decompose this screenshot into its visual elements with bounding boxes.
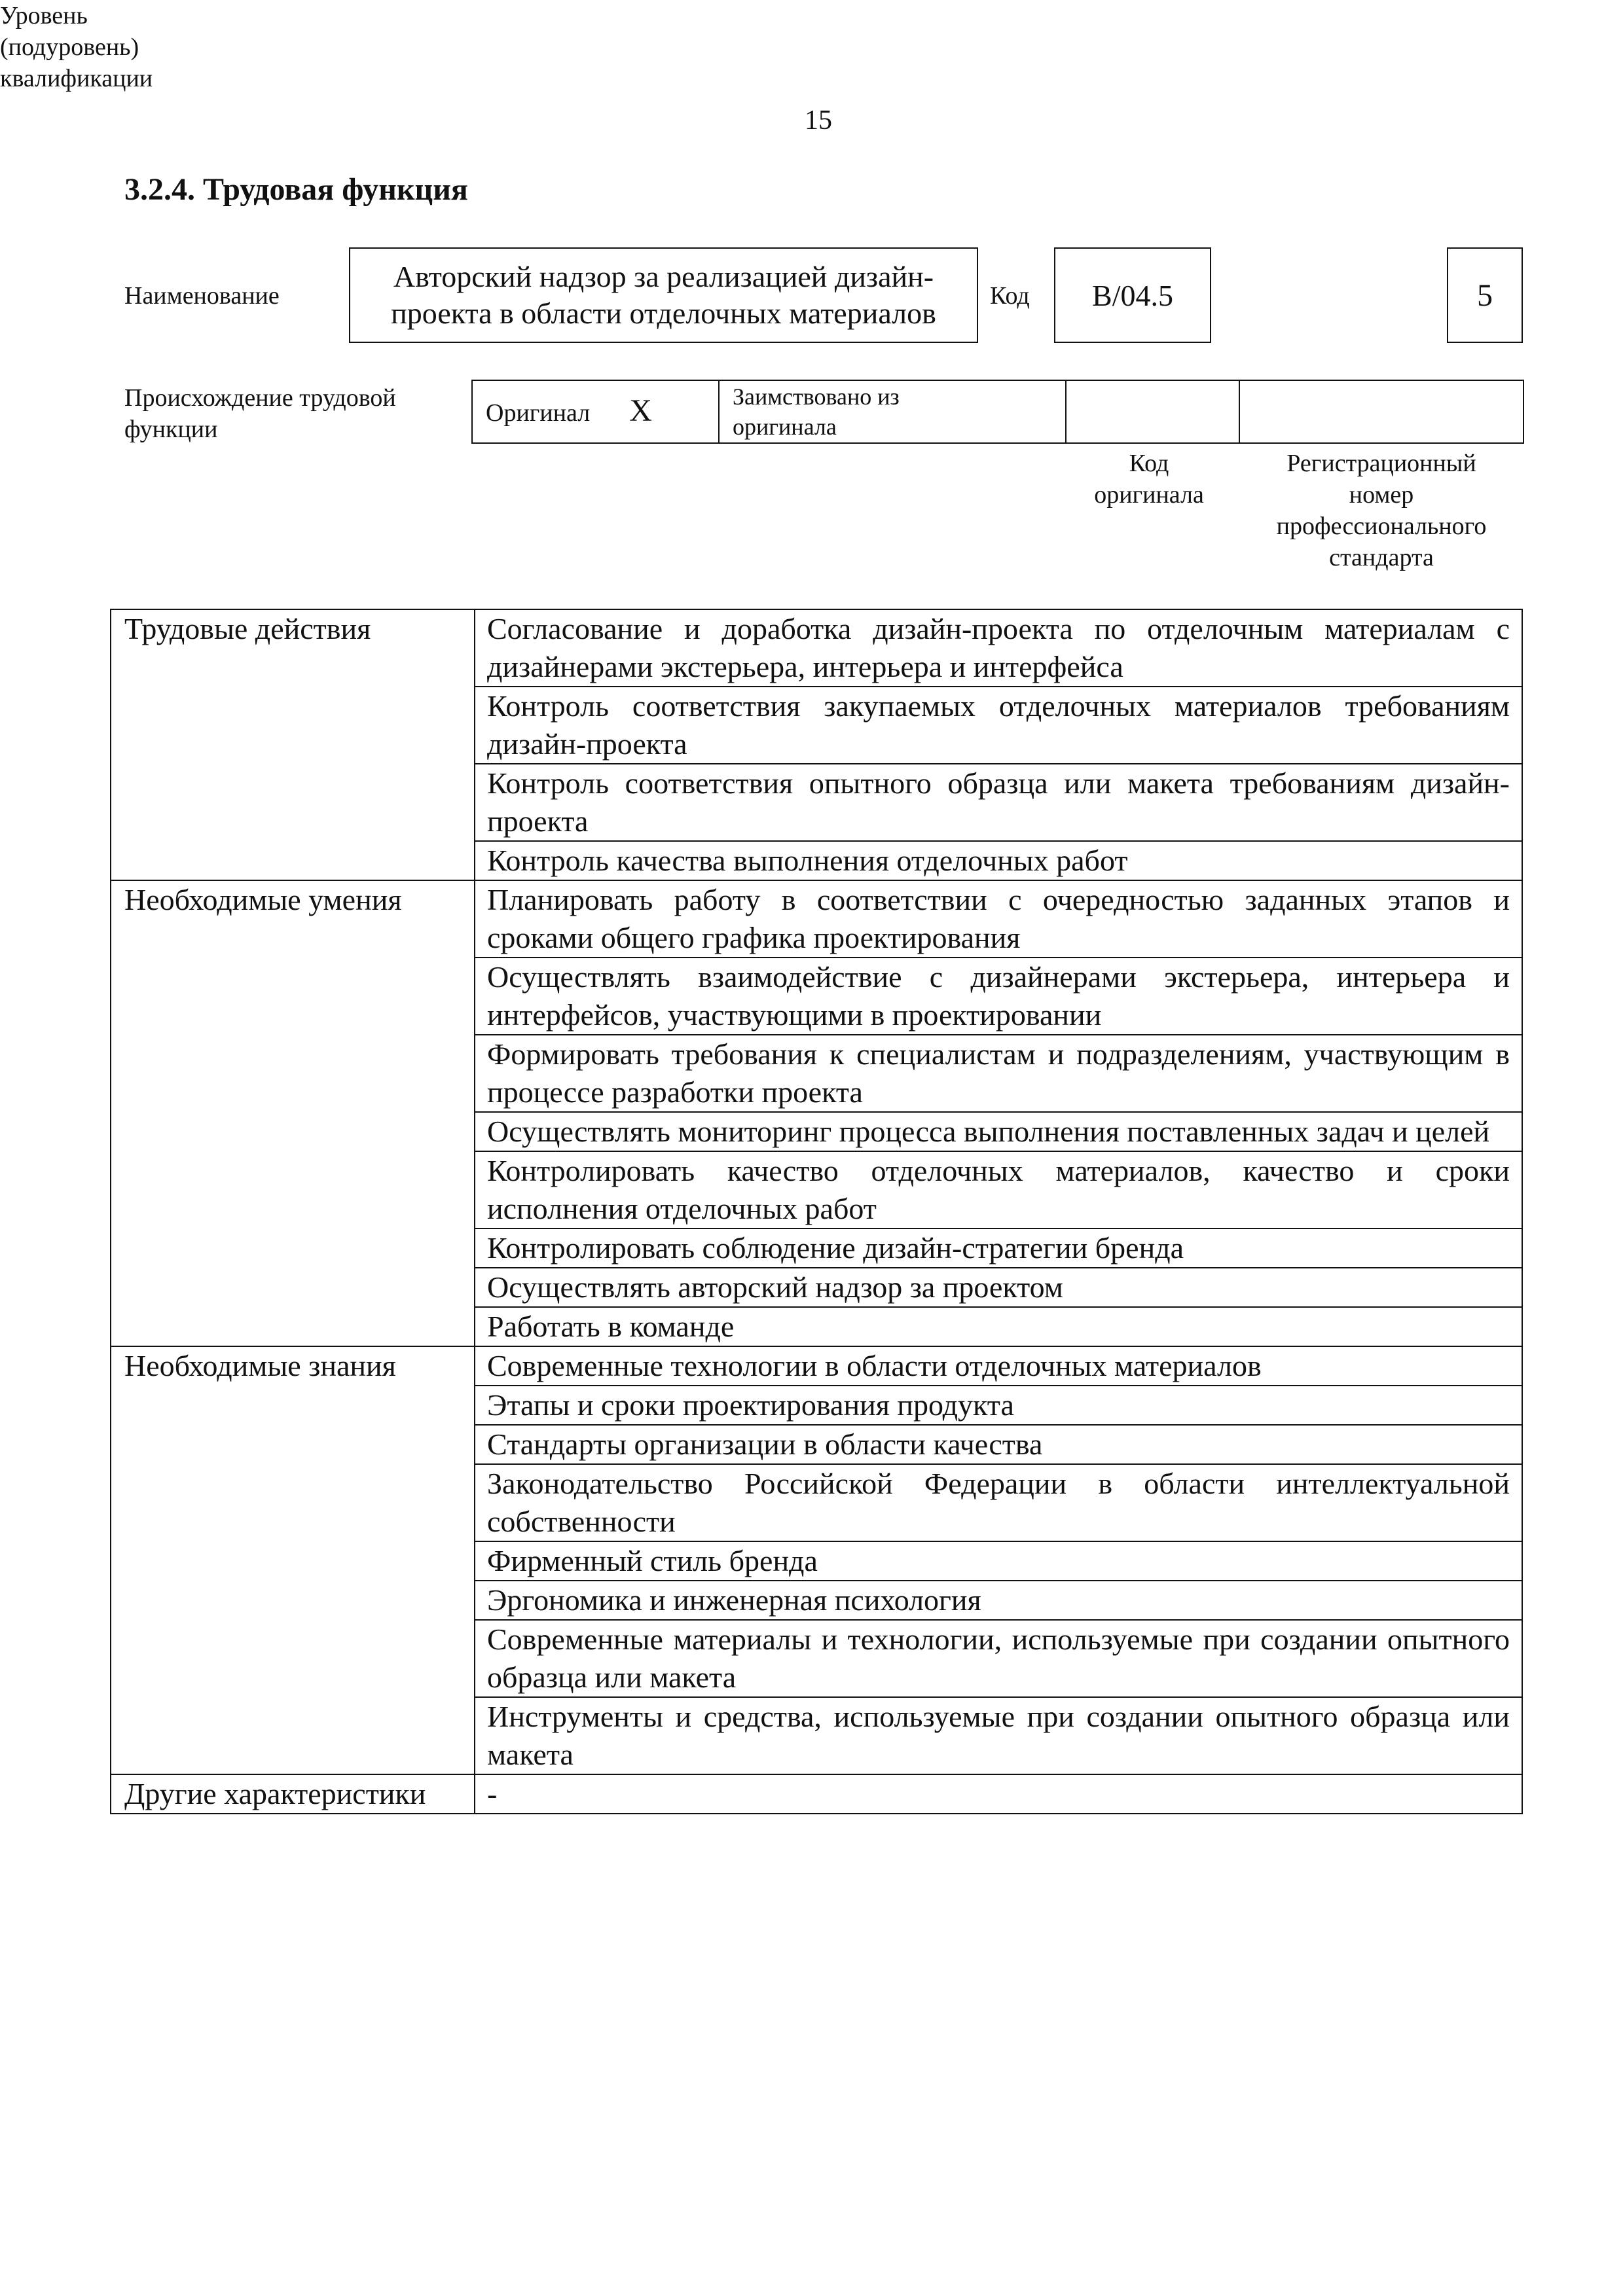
item-cell: Осуществлять авторский надзор за проектом <box>475 1268 1522 1307</box>
item-cell: Планировать работу в соответствии с очередностью заданных этапов и сроками общего графика проектирования <box>475 880 1522 958</box>
category-cell: Другие характеристики <box>111 1774 475 1814</box>
origin-table <box>471 380 1524 444</box>
item-cell: Современные материалы и технологии, используемые при создании опытного образца или макета <box>475 1620 1522 1697</box>
function-name-box <box>349 247 978 343</box>
item-cell: Осуществлять мониторинг процесса выполнения поставленных задач и целей <box>475 1112 1522 1151</box>
borrowed-label-line: Заимствовано из <box>733 384 900 410</box>
table-row <box>111 880 1522 958</box>
category-cell: Трудовые действия <box>111 609 475 880</box>
section-title: 3.2.4. Трудовая функция <box>124 172 468 207</box>
origin-label-line: функции <box>124 416 218 443</box>
level-label-line: (подуровень) <box>0 33 139 61</box>
code-label: Код <box>990 282 1030 310</box>
caption-line: Код <box>1129 450 1169 477</box>
origin-label <box>124 382 396 445</box>
origin-code-caption <box>1074 448 1224 511</box>
table-row <box>111 1774 1522 1814</box>
reg-number-caption <box>1244 448 1519 573</box>
caption-line: оригинала <box>1094 481 1204 509</box>
item-cell: Контроль качества выполнения отделочных работ <box>475 841 1522 880</box>
caption-line: номер <box>1349 481 1414 509</box>
category-cell: Необходимые знания <box>111 1346 475 1774</box>
table-row <box>111 1346 1522 1386</box>
origin-original-cell <box>472 380 719 443</box>
caption-line: Регистрационный <box>1286 450 1476 477</box>
item-cell: - <box>475 1774 1522 1814</box>
item-cell: Контролировать соблюдение дизайн-стратегии бренда <box>475 1229 1522 1268</box>
item-cell: Формировать требования к специалистам и подразделениям, участвующим в процессе разработки проекта <box>475 1035 1522 1112</box>
origin-label-line: Происхождение трудовой <box>124 384 396 412</box>
function-name-value: Авторский надзор за реализацией дизайн-проекта в области отделочных материалов <box>391 260 936 330</box>
item-cell: Работать в команде <box>475 1307 1522 1346</box>
caption-line: стандарта <box>1329 544 1434 571</box>
level-label-line: квалификации <box>0 65 153 92</box>
item-cell: Стандарты организации в области качества <box>475 1425 1522 1464</box>
item-cell: Контроль соответствия закупаемых отделочных материалов требованиям дизайн-проекта <box>475 687 1522 764</box>
item-cell: Инструменты и средства, используемые при создании опытного образца или макета <box>475 1697 1522 1774</box>
code-box <box>1054 247 1211 343</box>
name-label: Наименование <box>124 282 280 310</box>
item-cell: Контроль соответствия опытного образца или макета требованиям дизайн-проекта <box>475 764 1522 841</box>
level-value: 5 <box>1477 278 1493 313</box>
category-cell: Необходимые умения <box>111 880 475 1346</box>
item-cell: Законодательство Российской Федерации в области интеллектуальной собственности <box>475 1464 1522 1541</box>
code-value: B/04.5 <box>1092 278 1173 312</box>
item-cell: Осуществлять взаимодействие с дизайнерами экстерьера, интерьера и интерфейсов, участвующими в проектировании <box>475 958 1522 1035</box>
original-mark: X <box>629 393 652 428</box>
item-cell: Эргономика и инженерная психология <box>475 1581 1522 1620</box>
origin-reg-number-cell <box>1239 380 1523 443</box>
item-cell: Контролировать качество отделочных материалов, качество и сроки исполнения отделочных работ <box>475 1151 1522 1229</box>
item-cell: Согласование и доработка дизайн-проекта по отделочным материалам с дизайнерами экстерьера, интерьера и интерфейса <box>475 609 1522 687</box>
caption-line: профессионального <box>1276 512 1487 540</box>
level-label <box>0 0 1623 94</box>
item-cell: Этапы и сроки проектирования продукта <box>475 1386 1522 1425</box>
level-label-line: Уровень <box>0 2 88 29</box>
origin-borrowed-cell <box>719 380 1066 443</box>
original-label: Оригинал <box>486 399 591 427</box>
page-number: 15 <box>805 105 832 135</box>
origin-code-cell <box>1066 380 1239 443</box>
item-cell: Фирменный стиль бренда <box>475 1541 1522 1581</box>
table-row <box>111 609 1522 687</box>
level-box <box>1447 247 1523 343</box>
function-details-table <box>110 609 1523 1814</box>
item-cell: Современные технологии в области отделочных материалов <box>475 1346 1522 1386</box>
borrowed-label-line: оригинала <box>733 414 837 440</box>
